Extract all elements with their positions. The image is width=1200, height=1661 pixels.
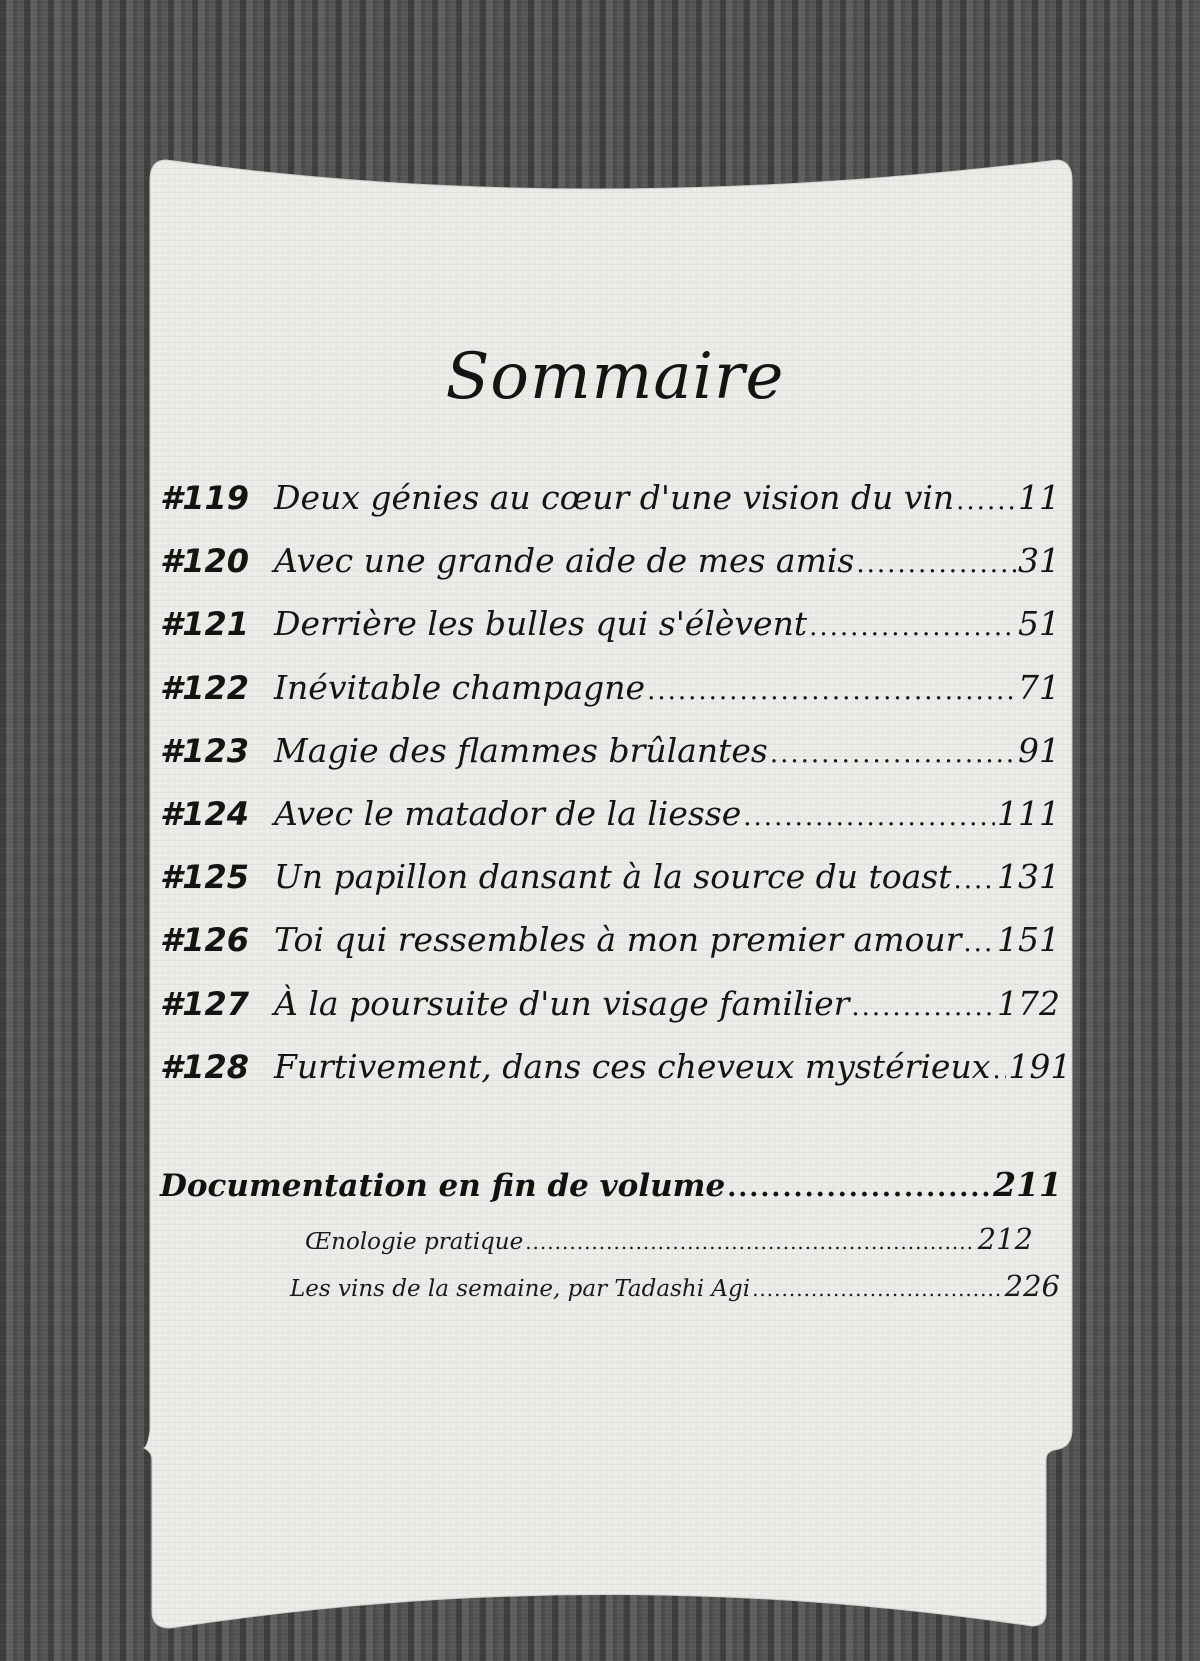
chapter-page: 111 <box>997 794 1060 833</box>
chapter-number: #119 <box>160 479 250 517</box>
chapter-title: Un papillon dansant à la source du toast <box>274 857 952 897</box>
chapter-page: 151 <box>997 920 1060 960</box>
chapter-number: #128 <box>160 1047 250 1086</box>
dot-leader <box>956 486 1016 516</box>
documentation-item-page: 226 <box>1004 1269 1060 1303</box>
dot-leader <box>992 1055 1006 1085</box>
chapter-entry <box>160 857 1060 913</box>
dot-leader <box>727 1173 991 1203</box>
documentation-item-title: Œnologie pratique <box>305 1229 524 1255</box>
chapter-entry <box>160 1046 1072 1103</box>
documentation-page: 211 <box>993 1165 1062 1204</box>
dot-leader <box>963 928 995 958</box>
dot-leader <box>856 549 1016 579</box>
chapter-number: #127 <box>160 984 250 1023</box>
documentation-item <box>290 1269 1060 1309</box>
documentation-title: Documentation en fin de volume <box>160 1168 726 1204</box>
documentation-item <box>305 1222 1033 1262</box>
dot-leader <box>770 739 1016 769</box>
chapter-entry <box>160 541 1060 597</box>
chapter-entry <box>160 984 1060 1040</box>
chapter-title: Toi qui ressembles à mon premier amour <box>274 920 962 960</box>
chapter-page: 131 <box>997 857 1060 897</box>
chapter-entry <box>160 668 1060 724</box>
page-title: Sommaire <box>445 340 785 414</box>
chapter-number: #122 <box>160 668 250 707</box>
chapter-title: Avec une grande aide de mes amis <box>274 541 855 581</box>
chapter-title: Avec le matador de la liesse <box>274 794 742 833</box>
chapter-page: 51 <box>1018 604 1060 644</box>
chapter-title: Magie des flammes brûlantes <box>274 730 768 770</box>
dot-leader <box>752 1277 1003 1301</box>
documentation-item-page: 212 <box>977 1222 1033 1256</box>
chapter-entry <box>160 920 1060 976</box>
documentation-item-title: Les vins de la semaine, par Tadashi Agi <box>290 1276 751 1302</box>
chapter-page: 11 <box>1018 478 1060 517</box>
chapter-page: 71 <box>1018 667 1060 707</box>
chapter-number: #123 <box>160 731 250 770</box>
dot-leader <box>809 612 1016 642</box>
chapter-title: À la poursuite d'un visage familier <box>274 983 850 1023</box>
chapter-title: Deux génies au cœur d'une vision du vin <box>274 478 955 517</box>
chapter-title: Furtivement, dans ces cheveux mystérieux <box>274 1046 991 1086</box>
chapter-entry <box>160 731 1060 787</box>
dot-leader <box>525 1230 975 1254</box>
dot-leader <box>743 802 995 832</box>
chapter-page: 31 <box>1018 541 1060 581</box>
dot-leader <box>954 865 996 895</box>
chapter-page: 191 <box>1008 1046 1072 1086</box>
chapter-entry <box>160 604 1060 660</box>
chapter-page: 91 <box>1018 730 1060 770</box>
dot-leader <box>647 676 1016 706</box>
chapter-number: #120 <box>160 542 250 581</box>
chapter-title: Derrière les bulles qui s'élèvent <box>274 604 808 644</box>
chapter-number: #124 <box>160 795 250 833</box>
documentation-entry <box>160 1165 1062 1217</box>
chapter-title: Inévitable champagne <box>274 667 646 707</box>
chapter-entry <box>160 478 1060 534</box>
chapter-page: 172 <box>997 983 1060 1023</box>
chapter-number: #125 <box>160 858 250 897</box>
chapter-number: #126 <box>160 921 250 960</box>
chapter-entry <box>160 794 1060 850</box>
dot-leader <box>851 992 995 1022</box>
chapter-number: #121 <box>160 605 250 644</box>
